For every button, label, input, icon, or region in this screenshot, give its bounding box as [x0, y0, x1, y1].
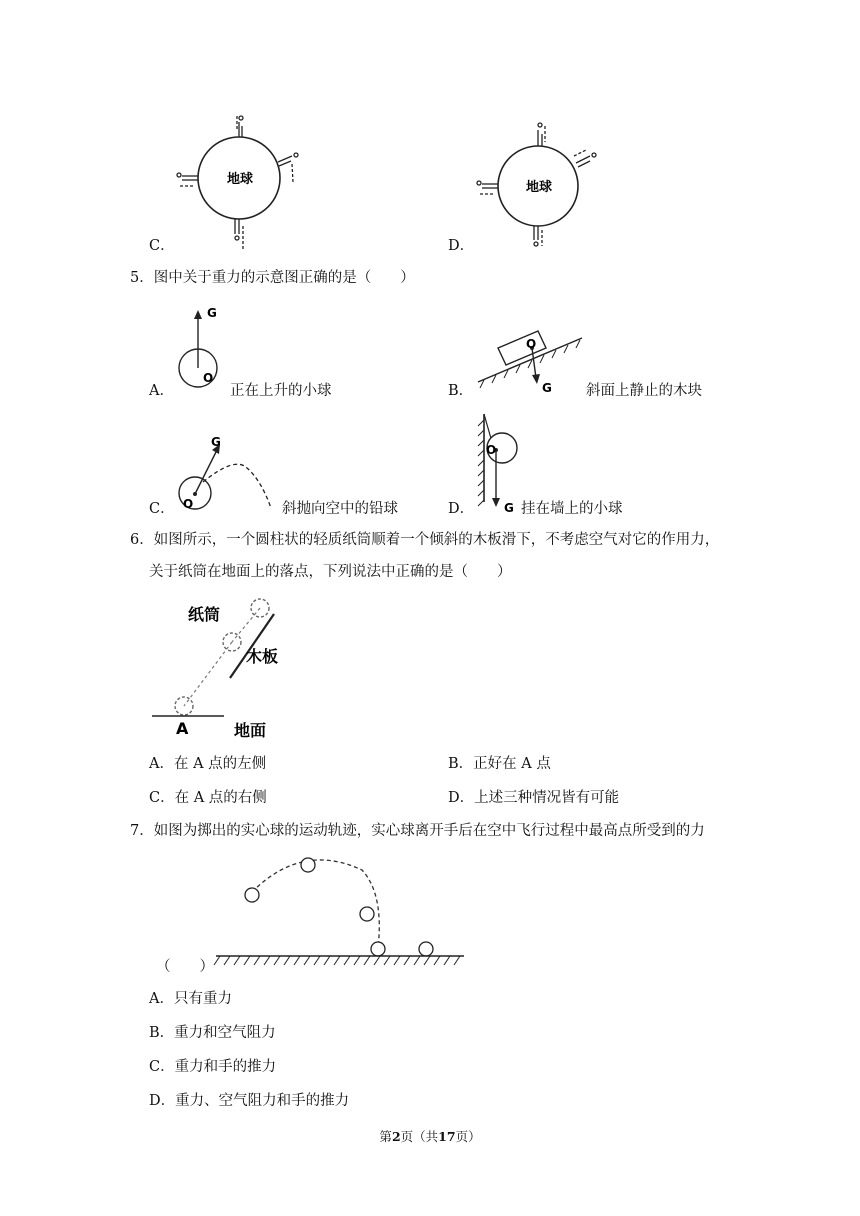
- person-left-c: [177, 173, 198, 186]
- q5-figure-b: [474, 326, 604, 396]
- q5-option-a-text: 正在上升的小球: [230, 383, 332, 399]
- q6-stem-line2: 关于纸筒在地面上的落点，下列说法中正确的是（ ）: [149, 564, 512, 580]
- earth-figure-c: [170, 112, 330, 252]
- q5-stem: 5．图中关于重力的示意图正确的是（ ）: [130, 270, 415, 286]
- q5-figure-c: [175, 430, 285, 520]
- person-right-c: [278, 153, 298, 182]
- q7-answer-paren: （ ）: [156, 959, 214, 975]
- q6-option-d-letter: D．: [448, 790, 475, 806]
- q6-option-a[interactable]: [149, 755, 266, 773]
- earth-label-c: 地球: [227, 172, 254, 187]
- q5-option-a-letter[interactable]: A．: [149, 383, 174, 399]
- q5-option-b-text: 斜面上静止的木块: [586, 383, 702, 399]
- q5-option-b-letter[interactable]: B．: [448, 383, 474, 399]
- q7-option-c-text: 重力和手的推力: [174, 1059, 277, 1075]
- q6-label-board: 木板: [246, 647, 279, 666]
- q6-option-d-text: 上述三种情况皆有可能: [474, 790, 620, 806]
- earth-figure-d: [474, 118, 634, 258]
- q6-option-b[interactable]: [448, 755, 551, 773]
- q7-option-d-text: 重力、空气阻力和手的推力: [175, 1093, 350, 1109]
- ball-top: [301, 858, 315, 872]
- ball-rest: [419, 942, 433, 956]
- q7-option-a[interactable]: [149, 990, 232, 1008]
- q6-label-ground: 地面: [234, 721, 267, 740]
- q5-option-c-letter[interactable]: C．: [149, 501, 175, 517]
- q6-stem-line1: 6．如图所示，一个圆柱状的轻质纸筒顺着一个倾斜的木板滑下，不考虑空气对它的作用力，: [130, 532, 720, 548]
- footer-total-pages: 17: [438, 1129, 456, 1144]
- q7-option-b-text: 重力和空气阻力: [174, 1025, 276, 1041]
- q6-option-c-letter: C．: [149, 790, 175, 806]
- q6-label-point: A: [176, 719, 189, 738]
- ball-falling: [360, 907, 374, 921]
- q7-option-d-letter: D．: [149, 1093, 176, 1109]
- q5-d-label-o: O: [486, 443, 497, 457]
- q7-option-a-text: 只有重力: [173, 991, 232, 1007]
- q6-option-c-text: 在 A 点的右侧: [174, 790, 267, 806]
- q5-c-label-g: G: [211, 435, 221, 449]
- person-top-c: [237, 116, 243, 137]
- q7-stem: 7．如图为掷出的实心球的运动轨迹，实心球离开手后在空中飞行过程中最高点所受到的力: [130, 823, 705, 839]
- person-bottom-c: [235, 219, 243, 250]
- q7-option-a-letter: A．: [149, 991, 174, 1007]
- page-footer: [0, 1127, 860, 1145]
- q5-option-d-text: 挂在墙上的小球: [521, 501, 623, 517]
- earth-label-d: 地球: [526, 180, 553, 195]
- q5-a-label-o: O: [203, 371, 214, 385]
- q5-b-label-g: G: [542, 381, 552, 395]
- q7-figure: [212, 852, 472, 972]
- q5-b-label-o: O: [526, 337, 537, 351]
- footer-suffix: 页）: [455, 1129, 481, 1144]
- q5-c-label-o: O: [183, 497, 194, 511]
- q7-option-c-letter: C．: [149, 1059, 175, 1075]
- q6-option-b-letter: B．: [448, 756, 474, 772]
- q7-option-c[interactable]: [149, 1058, 276, 1076]
- footer-prefix: 第: [379, 1129, 392, 1144]
- q7-option-d[interactable]: [149, 1092, 349, 1110]
- person-top-d: [538, 123, 545, 146]
- footer-page-number: 2: [391, 1129, 401, 1144]
- q7-option-b-letter: B．: [149, 1025, 175, 1041]
- footer-mid: 页（共: [400, 1129, 439, 1144]
- q6-option-a-text: 在 A 点的左侧: [173, 756, 267, 772]
- person-left-d: [477, 181, 498, 194]
- ball-landing: [371, 942, 385, 956]
- person-bottom-d: [534, 226, 542, 246]
- q6-option-c[interactable]: [149, 789, 267, 807]
- q4-option-d-letter[interactable]: D．: [448, 238, 475, 254]
- ball-start: [245, 888, 259, 902]
- q6-option-b-text: 正好在 A 点: [473, 756, 551, 772]
- q5-d-label-g: G: [504, 501, 514, 515]
- q6-label-tube: 纸筒: [188, 605, 221, 624]
- q5-a-label-g: G: [207, 306, 217, 320]
- q4-option-c-letter[interactable]: C．: [149, 238, 175, 254]
- person-right-d: [574, 150, 596, 167]
- q6-option-d[interactable]: [448, 789, 619, 807]
- q6-option-a-letter: A．: [149, 756, 174, 772]
- q6-figure: [148, 594, 288, 744]
- q5-option-d-letter[interactable]: D．: [448, 501, 475, 517]
- q7-option-b[interactable]: [149, 1024, 276, 1042]
- q5-option-c-text: 斜抛向空中的铅球: [282, 501, 398, 517]
